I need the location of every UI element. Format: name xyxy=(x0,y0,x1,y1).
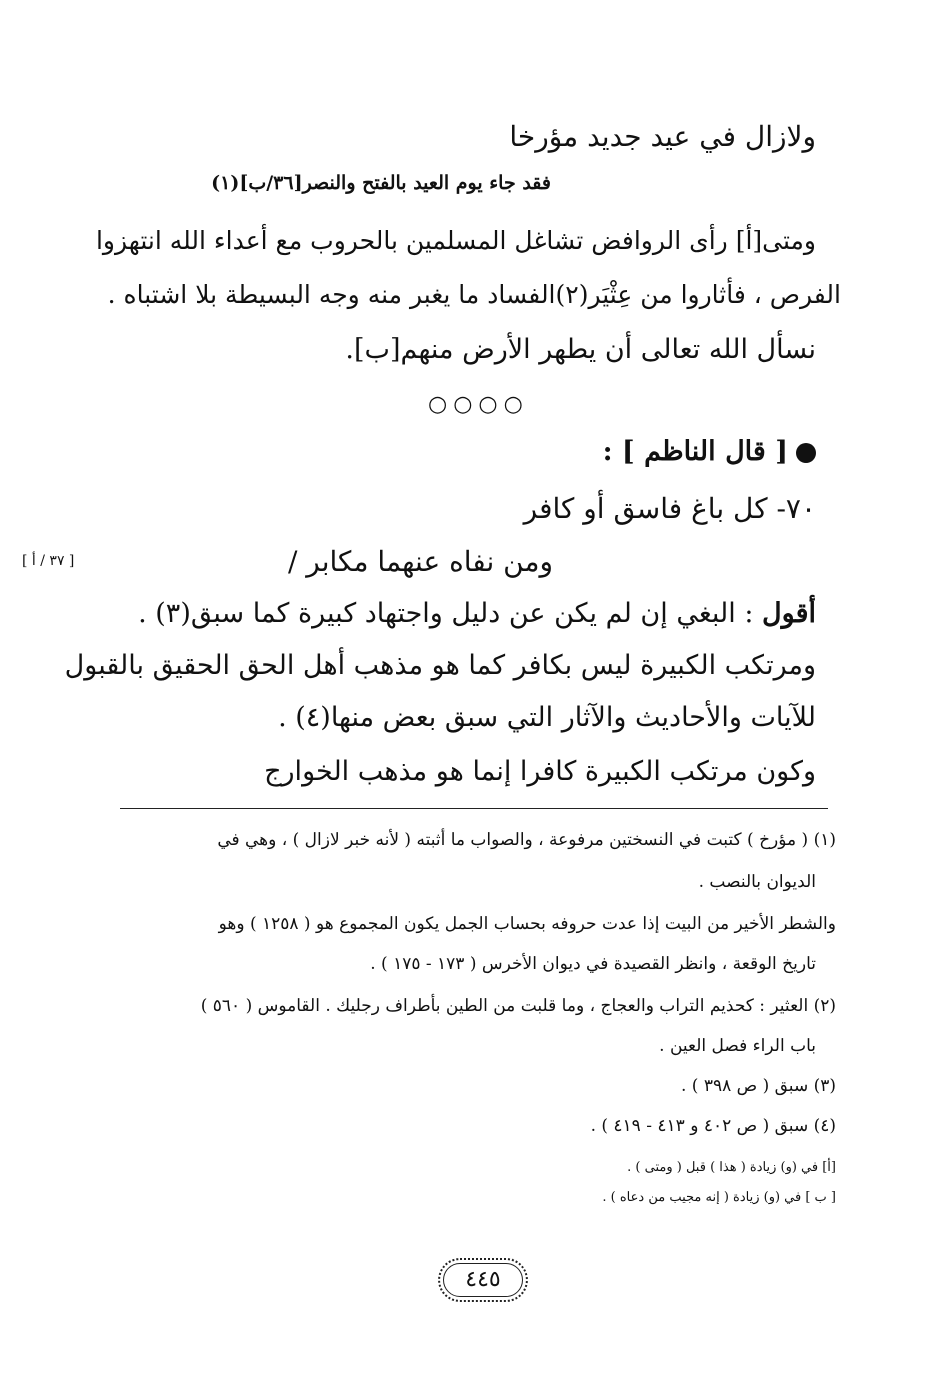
commentary-line: ومرتكب الكبيرة ليس بكافر كما هو مذهب أهل الحق الحقيق بالقبول xyxy=(64,650,816,681)
paragraph-line: ومتى[أ] رأى الروافض تشاغل المسلمين بالحروب مع أعداء الله انتهزوا xyxy=(95,226,816,255)
paragraph-line: نسأل الله تعالى أن يطهر الأرض منهم[ب]. xyxy=(345,334,816,365)
folio-marker: [ ٣٧ / أ ] xyxy=(22,553,75,569)
variant-note-a: [أ] في (و) زيادة ( هذا ) قبل ( ومتى ) . xyxy=(627,1160,836,1175)
commentary-lead: أقول xyxy=(762,598,816,629)
verse-70-line-1: ٧٠- كل باغ فاسق أو كافر xyxy=(523,492,816,525)
commentary-line: وكون مرتكب الكبيرة كافرا إنما هو مذهب الخوارج xyxy=(264,756,816,787)
commentary-line: أقول : البغي إن لم يكن عن دليل واجتهاد كبيرة كما سبق(٣) . xyxy=(138,598,816,629)
paragraph-line: الفرص ، فأثاروا من عِثْيَر(٢)الفساد ما يغبر منه وجه البسيطة بلا اشتباه . xyxy=(107,280,841,309)
footnote-2-cont: باب الراء فصل العين . xyxy=(659,1036,816,1056)
section-separator: ○○○○ xyxy=(428,392,529,417)
footnote-1: (١) ( مؤرخ ) كتبت في النسختين مرفوعة ، والصواب ما أثبته ( لأنه خبر لازال ) ، وهي في xyxy=(217,830,836,850)
verse-70-line-2: ومن نفاه عنهما مكابر / xyxy=(287,545,553,578)
footnote-divider xyxy=(120,808,828,809)
verse-line-2: فقد جاء يوم العيد بالفتح والنصر[٣٦/ب](١) xyxy=(211,172,551,194)
footnote-3: (٣) سبق ( ص ٣٩٨ ) . xyxy=(680,1076,836,1096)
verse-line-1: ولازال في عيد جديد مؤرخا xyxy=(509,120,816,153)
footnote-2: (٢) العثير : كحذيم التراب والعجاج ، وما قلبت من الطين بأطراف رجليك . القاموس ( ٥٦٠ ) xyxy=(200,996,836,1016)
footnote-4: (٤) سبق ( ص ٤٠٢ و ٤١٣ - ٤١٩ ) . xyxy=(590,1116,836,1136)
footnote-1-cont: الديوان بالنصب . xyxy=(698,872,816,892)
bullet-icon xyxy=(796,443,816,463)
commentary-line: للآيات والأحاديث والآثار التي سبق بعض منها(٤) . xyxy=(278,702,816,733)
page-number: ٤٤٥ xyxy=(438,1258,528,1302)
footnote-1-cont: والشطر الأخير من البيت إذا عدت حروفه بحساب الجمل يكون المجموع هو ( ١٢٥٨ ) وهو xyxy=(218,914,836,934)
section-heading: [ قال الناظم ] : xyxy=(603,436,816,467)
variant-note-b: [ ب ] في (و) زيادة ( إنه مجيب من دعاه ) . xyxy=(602,1190,836,1205)
footnote-1-cont: تاريخ الوقعة ، وانظر القصيدة في ديوان الأخرس ( ١٧٣ - ١٧٥ ) . xyxy=(370,954,816,974)
